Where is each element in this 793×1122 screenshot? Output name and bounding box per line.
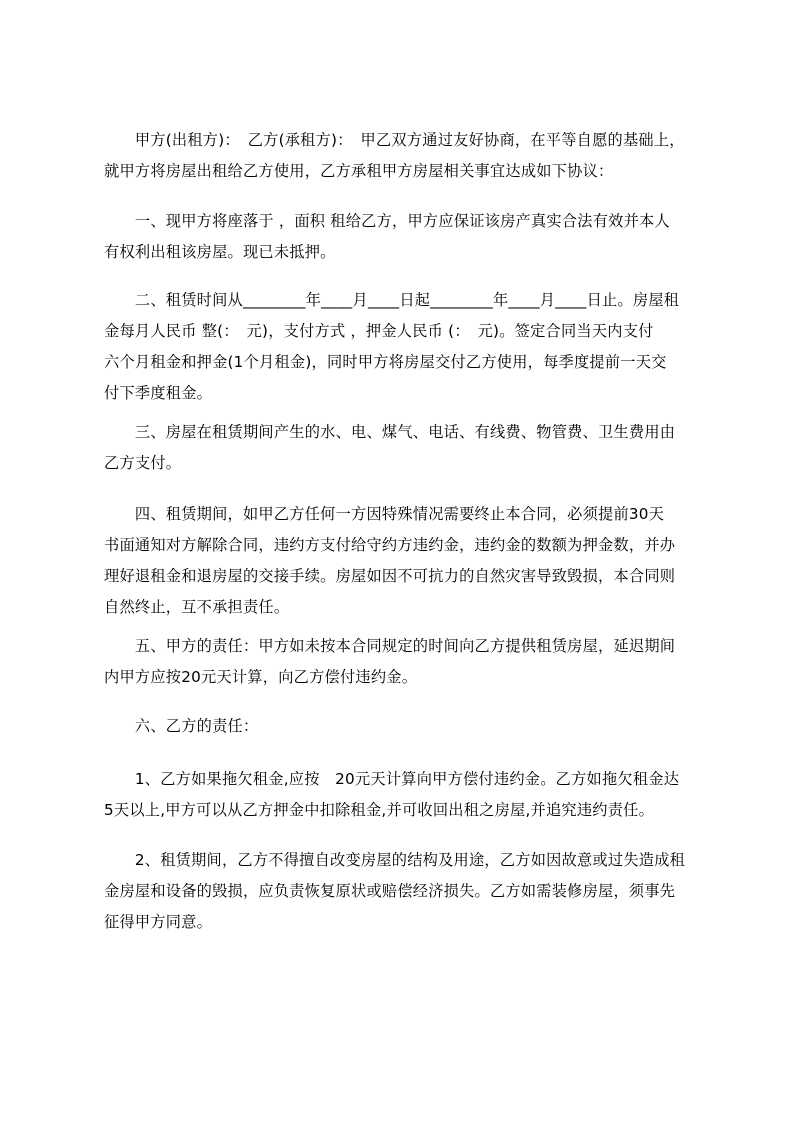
paragraph-clause-3 [104, 417, 704, 479]
paragraph-clause-5 [104, 631, 704, 693]
text-line: 付下季度租金。 [104, 384, 213, 402]
paragraph-clause-6-2 [104, 845, 704, 938]
text-line: 2、租赁期间，乙方不得擅自改变房屋的结构及用途，乙方如因故意或过失造成租 [104, 851, 686, 869]
paragraph-intro [104, 125, 704, 187]
paragraph-clause-6-1 [104, 764, 704, 826]
text-line: 征得甲方同意。 [104, 913, 213, 931]
text-line: 六个月租金和押金(1个月租金)，同时甲方将房屋交付乙方使用，每季度提前一天交 [104, 353, 667, 371]
text-line: 五、甲方的责任：甲方如未按本合同规定的时间向乙方提供租赁房屋，延迟期间 [104, 637, 676, 655]
text-line: 自然终止，互不承担责任。 [104, 598, 290, 616]
text-line: 三、房屋在租赁期间产生的水、电、煤气、电话、有线费、物管费、卫生费用由 [104, 423, 676, 441]
text-line: 六、乙方的责任： [104, 717, 259, 735]
text-line: 二、租赁时间从________年____月____日起________年____月____日止。房屋租 [104, 291, 680, 309]
paragraph-clause-1 [104, 206, 704, 268]
text-line: 就甲方将房屋出租给乙方使用，乙方承租甲方房屋相关事宜达成如下协议： [104, 162, 614, 180]
text-line: 金每月人民币 整(： 元)，支付方式 ，押金人民币 (： 元)。签定合同当天内支付 [104, 322, 654, 340]
paragraph-clause-4 [104, 499, 704, 623]
text-line: 四、租赁期间，如甲乙方任何一方因特殊情况需要终止本合同，必须提前30天 [104, 505, 665, 523]
text-line: 书面通知对方解除合同，违约方支付给守约方违约金，违约金的数额为押金数，并办 [104, 536, 676, 554]
text-line: 1、乙方如果拖欠租金,应按 20元天计算向甲方偿付违约金。乙方如拖欠租金达 [104, 770, 680, 788]
text-line: 甲方(出租方)： 乙方(承租方)： 甲乙双方通过友好协商，在平等自愿的基础上， [104, 131, 685, 149]
paragraph-clause-6 [104, 711, 704, 742]
text-line: 有权利出租该房屋。现已未抵押。 [104, 243, 336, 261]
text-line: 5天以上,甲方可以从乙方押金中扣除租金,并可收回出租之房屋,并追究违约责任。 [104, 801, 655, 819]
text-line: 内甲方应按20元天计算，向乙方偿付违约金。 [104, 668, 418, 686]
text-line: 乙方支付。 [104, 454, 182, 472]
text-line: 金房屋和设备的毁损，应负责恢复原状或赔偿经济损失。乙方如需装修房屋，须事先 [104, 882, 676, 900]
text-line: 理好退租金和退房屋的交接手续。房屋如因不可抗力的自然灾害导致毁损，本合同则 [104, 567, 676, 585]
text-line: 一、现甲方将座落于 ，面积 租给乙方，甲方应保证该房产真实合法有效并本人 [104, 212, 670, 230]
paragraph-clause-2 [104, 285, 704, 409]
